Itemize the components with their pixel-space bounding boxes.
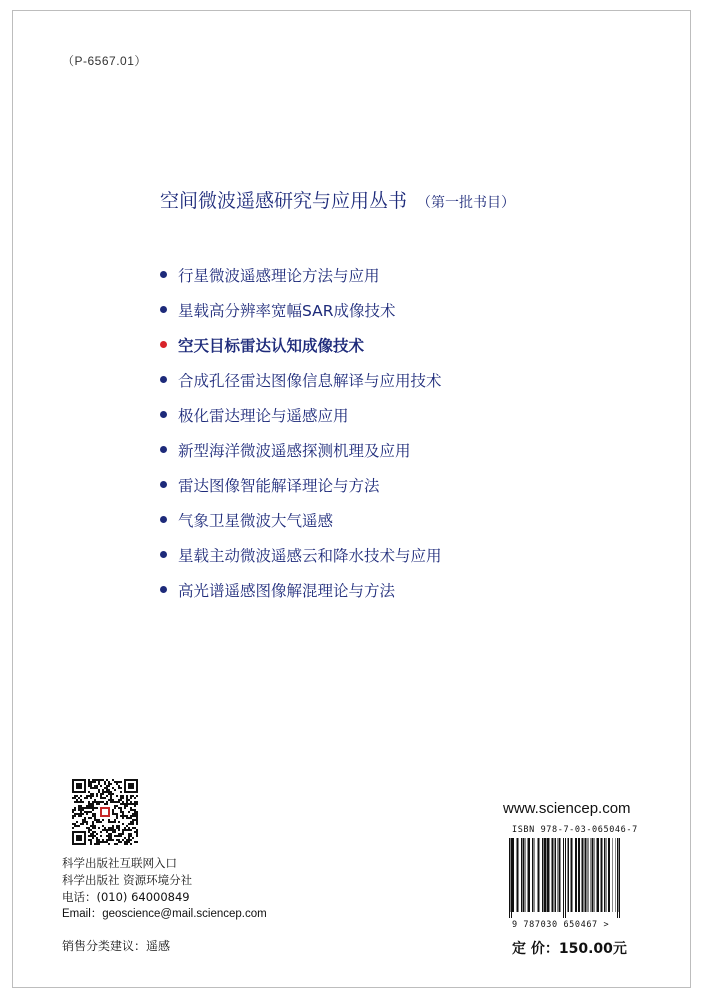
book-title: 星载高分辨率宽幅SAR成像技术 bbox=[178, 301, 396, 320]
series-subtitle: （第一批书目） bbox=[417, 195, 516, 211]
price-label: 定 价：150.00元 bbox=[512, 941, 627, 957]
barcode-digits: 9 787030 650467 > bbox=[512, 920, 610, 930]
book-title: 星载主动微波遥感云和降水技术与应用 bbox=[178, 546, 442, 565]
publisher-email: Email：geoscience@mail.sciencep.com bbox=[62, 908, 267, 920]
series-title: 空间微波遥感研究与应用丛书 bbox=[160, 190, 408, 212]
bullet-dot-icon bbox=[160, 376, 167, 383]
book-title: 气象卫星微波大气遥感 bbox=[178, 511, 334, 530]
book-title: 高光谱遥感图像解混理论与方法 bbox=[178, 581, 396, 600]
book-item bbox=[160, 572, 442, 607]
bullet-dot-icon bbox=[160, 306, 167, 313]
book-item bbox=[160, 537, 442, 572]
book-item bbox=[160, 467, 442, 502]
book-list bbox=[160, 257, 442, 607]
publisher-info bbox=[62, 855, 267, 923]
book-title: 雷达图像智能解译理论与方法 bbox=[178, 476, 380, 495]
book-item bbox=[160, 362, 442, 397]
publisher-portal: 科学出版社互联网入口 bbox=[62, 856, 177, 870]
bullet-dot-icon bbox=[160, 271, 167, 278]
sales-category: 销售分类建议：遥感 bbox=[62, 939, 171, 953]
book-item bbox=[160, 502, 442, 537]
book-item bbox=[160, 257, 442, 292]
book-item-highlighted bbox=[160, 327, 442, 362]
book-title: 行星微波遥感理论方法与应用 bbox=[178, 266, 380, 285]
bullet-dot-icon bbox=[160, 516, 167, 523]
catalog-code: （P-6567.01） bbox=[62, 54, 147, 68]
book-item bbox=[160, 432, 442, 467]
bullet-dot-icon bbox=[160, 586, 167, 593]
book-item bbox=[160, 292, 442, 327]
book-item bbox=[160, 397, 442, 432]
bullet-dot-icon bbox=[160, 341, 167, 348]
book-title: 空天目标雷达认知成像技术 bbox=[178, 336, 365, 355]
publisher-branch: 科学出版社 资源环境分社 bbox=[62, 873, 193, 887]
bullet-dot-icon bbox=[160, 411, 167, 418]
series-heading bbox=[160, 186, 515, 213]
book-title: 极化雷达理论与遥感应用 bbox=[178, 406, 349, 425]
publisher-phone: 电话：(010) 64000849 bbox=[62, 890, 190, 904]
bullet-dot-icon bbox=[160, 446, 167, 453]
bullet-dot-icon bbox=[160, 551, 167, 558]
publisher-website: www.sciencep.com bbox=[503, 800, 631, 817]
qr-code-icon bbox=[72, 779, 138, 845]
book-title: 合成孔径雷达图像信息解译与应用技术 bbox=[178, 371, 442, 390]
bullet-dot-icon bbox=[160, 481, 167, 488]
barcode-icon bbox=[505, 838, 625, 918]
book-title: 新型海洋微波遥感探测机理及应用 bbox=[178, 441, 411, 460]
isbn-label: ISBN 978-7-03-065046-7 bbox=[512, 825, 638, 835]
